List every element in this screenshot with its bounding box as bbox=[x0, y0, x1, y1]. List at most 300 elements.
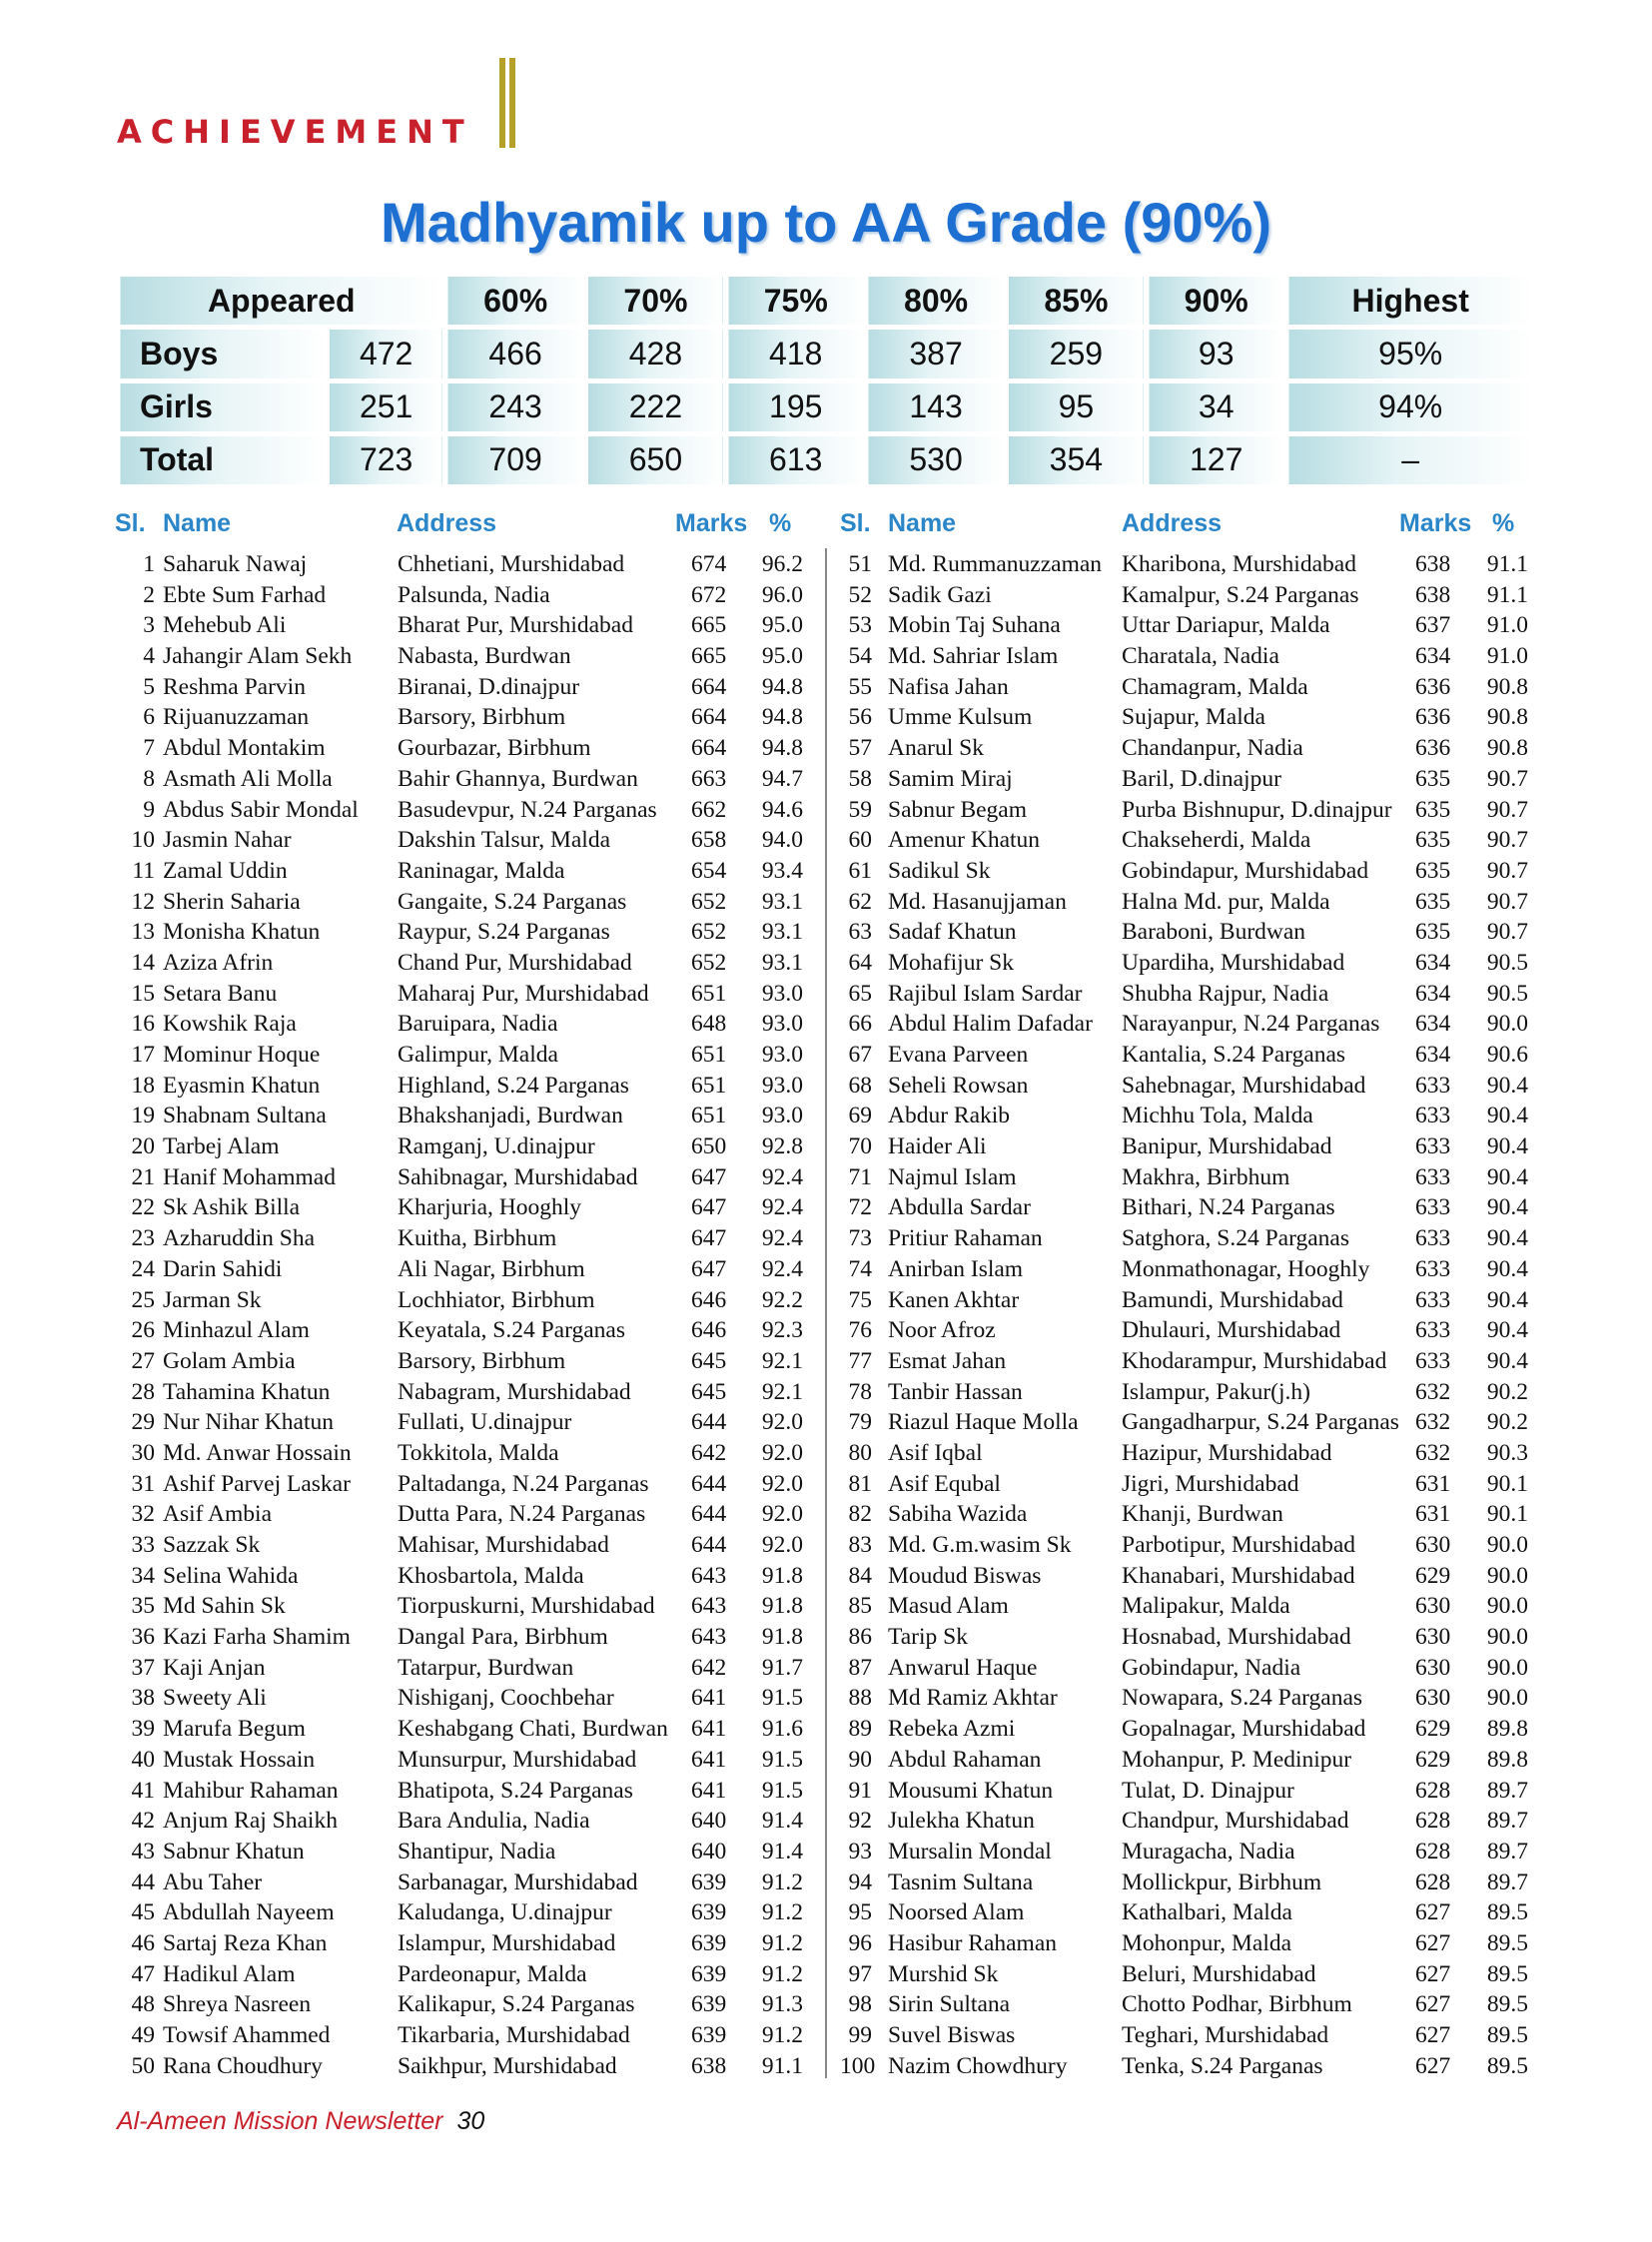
student-address: Beluri, Murshidabad bbox=[1122, 1960, 1316, 1987]
summary-table bbox=[115, 272, 1537, 489]
student-percent: 93.0 bbox=[761, 980, 803, 1007]
student-sl: 91 bbox=[848, 1777, 872, 1804]
student-percent: 90.8 bbox=[1486, 704, 1528, 731]
student-address: Lochhiator, Birbhum bbox=[398, 1286, 595, 1313]
student-address: Dhulauri, Murshidabad bbox=[1122, 1317, 1341, 1344]
list-item bbox=[840, 1314, 1559, 1345]
student-list-left bbox=[115, 548, 834, 2080]
student-marks: 639 bbox=[691, 1991, 727, 2018]
list-item bbox=[115, 1406, 834, 1437]
student-sl: 35 bbox=[131, 1593, 155, 1620]
student-marks: 663 bbox=[691, 765, 727, 792]
student-name: Kowshik Raja bbox=[163, 1011, 297, 1038]
student-name: Noor Afroz bbox=[888, 1317, 996, 1344]
list-header-sl: Sl. bbox=[840, 509, 871, 537]
list-item bbox=[115, 947, 834, 978]
summary-col-header: Appeared bbox=[118, 275, 445, 328]
student-sl: 72 bbox=[848, 1194, 872, 1221]
list-header-marks: Marks bbox=[1399, 509, 1472, 537]
student-sl: 15 bbox=[131, 980, 155, 1007]
student-name: Masud Alam bbox=[888, 1593, 1009, 1620]
student-name: Reshma Parvin bbox=[163, 673, 306, 700]
student-address: Tatarpur, Burdwan bbox=[398, 1654, 574, 1681]
student-percent: 91.2 bbox=[761, 1960, 803, 1987]
student-sl: 61 bbox=[848, 857, 872, 884]
student-name: Hanif Mohammad bbox=[163, 1163, 336, 1190]
student-sl: 33 bbox=[131, 1532, 155, 1558]
student-marks: 635 bbox=[1415, 888, 1451, 915]
student-marks: 634 bbox=[1415, 1042, 1451, 1068]
list-item bbox=[840, 1560, 1559, 1591]
student-sl: 37 bbox=[131, 1654, 155, 1681]
student-address: Bharat Pur, Murshidabad bbox=[398, 612, 633, 639]
student-marks: 627 bbox=[1415, 1991, 1451, 2018]
student-percent: 90.7 bbox=[1486, 857, 1528, 884]
student-sl: 88 bbox=[848, 1685, 872, 1712]
list-item bbox=[840, 1896, 1559, 1927]
student-name: Evana Parveen bbox=[888, 1042, 1029, 1068]
student-sl: 94 bbox=[848, 1868, 872, 1895]
student-name: Tanbir Hassan bbox=[888, 1378, 1023, 1405]
student-name: Md. Rummanuzzaman bbox=[888, 551, 1103, 577]
student-name: Md. G.m.wasim Sk bbox=[888, 1532, 1072, 1558]
student-address: Khodarampur, Murshidabad bbox=[1122, 1347, 1387, 1374]
list-item bbox=[115, 1896, 834, 1927]
student-name: Ebte Sum Farhad bbox=[163, 581, 327, 608]
student-name: Anirban Islam bbox=[888, 1255, 1024, 1282]
student-name: Golam Ambia bbox=[163, 1347, 296, 1374]
student-address: Kathalbari, Malda bbox=[1122, 1899, 1292, 1926]
list-item bbox=[840, 1775, 1559, 1806]
list-item bbox=[840, 1130, 1559, 1161]
student-marks: 635 bbox=[1415, 765, 1451, 792]
student-sl: 49 bbox=[131, 2022, 155, 2048]
student-name: Ashif Parvej Laskar bbox=[163, 1470, 351, 1497]
student-address: Baril, D.dinajpur bbox=[1122, 765, 1281, 792]
student-name: Sartaj Reza Khan bbox=[163, 1929, 328, 1956]
page-number: 30 bbox=[456, 2107, 485, 2135]
student-name: Asmath Ali Molla bbox=[163, 765, 333, 792]
student-sl: 93 bbox=[848, 1838, 872, 1865]
student-marks: 644 bbox=[691, 1501, 727, 1528]
list-item bbox=[115, 1100, 834, 1130]
student-name: Abdul Halim Dafadar bbox=[888, 1011, 1093, 1038]
student-percent: 91.1 bbox=[1486, 551, 1528, 577]
list-item bbox=[115, 824, 834, 855]
student-percent: 93.0 bbox=[761, 1103, 803, 1129]
student-percent: 90.7 bbox=[1486, 796, 1528, 823]
list-item bbox=[840, 1805, 1559, 1836]
student-name: Shabnam Sultana bbox=[163, 1103, 327, 1129]
list-item bbox=[115, 609, 834, 640]
student-percent: 90.7 bbox=[1486, 888, 1528, 915]
student-percent: 91.8 bbox=[761, 1562, 803, 1589]
summary-cell: 387 bbox=[866, 328, 1006, 380]
student-sl: 50 bbox=[131, 2052, 155, 2079]
student-percent: 95.0 bbox=[761, 643, 803, 670]
student-marks: 639 bbox=[691, 2022, 727, 2048]
list-item bbox=[115, 1988, 834, 2019]
student-sl: 67 bbox=[848, 1042, 872, 1068]
student-marks: 627 bbox=[1415, 1960, 1451, 1987]
student-address: Sarbanagar, Murshidabad bbox=[398, 1868, 638, 1895]
student-sl: 16 bbox=[131, 1011, 155, 1038]
student-address: Chakseherdi, Malda bbox=[1122, 827, 1311, 854]
student-sl: 3 bbox=[143, 612, 155, 639]
summary-cell: 143 bbox=[866, 380, 1006, 433]
student-sl: 53 bbox=[848, 612, 872, 639]
student-sl: 40 bbox=[131, 1746, 155, 1773]
student-name: Sweety Ali bbox=[163, 1685, 267, 1712]
student-marks: 627 bbox=[1415, 1929, 1451, 1956]
student-marks: 635 bbox=[1415, 857, 1451, 884]
student-address: Keshabgang Chati, Burdwan bbox=[398, 1716, 668, 1743]
student-marks: 630 bbox=[1415, 1654, 1451, 1681]
list-item bbox=[840, 824, 1559, 855]
list-header-address: Address bbox=[1122, 509, 1223, 537]
column-divider bbox=[825, 548, 827, 2078]
student-address: Kuitha, Birbhum bbox=[398, 1225, 557, 1252]
student-sl: 97 bbox=[848, 1960, 872, 1987]
student-marks: 634 bbox=[1415, 980, 1451, 1007]
student-marks: 634 bbox=[1415, 949, 1451, 976]
student-name: Rebeka Azmi bbox=[888, 1716, 1016, 1743]
student-sl: 42 bbox=[131, 1808, 155, 1835]
list-item bbox=[840, 1652, 1559, 1683]
student-sl: 83 bbox=[848, 1532, 872, 1558]
student-marks: 631 bbox=[1415, 1501, 1451, 1528]
student-percent: 89.8 bbox=[1486, 1746, 1528, 1773]
student-percent: 96.2 bbox=[761, 551, 803, 577]
student-marks: 644 bbox=[691, 1532, 727, 1558]
student-marks: 662 bbox=[691, 796, 727, 823]
student-sl: 17 bbox=[131, 1042, 155, 1068]
student-sl: 57 bbox=[848, 735, 872, 762]
student-percent: 91.0 bbox=[1486, 643, 1528, 670]
student-sl: 56 bbox=[848, 704, 872, 731]
student-marks: 631 bbox=[1415, 1470, 1451, 1497]
student-address: Narayanpur, N.24 Parganas bbox=[1122, 1011, 1380, 1038]
list-item bbox=[840, 732, 1559, 763]
student-address: Chandanpur, Nadia bbox=[1122, 735, 1303, 762]
list-item bbox=[115, 1161, 834, 1192]
student-name: Asif Iqbal bbox=[888, 1439, 983, 1466]
student-name: Abdullah Nayeem bbox=[163, 1899, 335, 1926]
student-sl: 76 bbox=[848, 1317, 872, 1344]
newsletter-name: Al-Ameen Mission Newsletter bbox=[117, 2107, 443, 2135]
list-item bbox=[840, 1867, 1559, 1897]
list-item bbox=[115, 1867, 834, 1897]
student-percent: 91.3 bbox=[761, 1991, 803, 2018]
student-address: Gopalnagar, Murshidabad bbox=[1122, 1716, 1366, 1743]
student-sl: 75 bbox=[848, 1286, 872, 1313]
student-address: Chand Pur, Murshidabad bbox=[398, 949, 632, 976]
student-marks: 652 bbox=[691, 888, 727, 915]
student-percent: 89.5 bbox=[1486, 2022, 1528, 2048]
list-item bbox=[115, 1590, 834, 1621]
list-item bbox=[115, 1498, 834, 1529]
student-address: Mollickpur, Birbhum bbox=[1122, 1868, 1322, 1895]
list-item bbox=[840, 1100, 1559, 1130]
student-address: Mohonpur, Malda bbox=[1122, 1929, 1292, 1956]
student-percent: 92.0 bbox=[761, 1501, 803, 1528]
student-sl: 48 bbox=[131, 1991, 155, 2018]
student-name: Rajibul Islam Sardar bbox=[888, 980, 1083, 1007]
student-sl: 85 bbox=[848, 1593, 872, 1620]
summary-row-boys bbox=[118, 328, 1535, 380]
student-marks: 633 bbox=[1415, 1225, 1451, 1252]
student-sl: 34 bbox=[131, 1562, 155, 1589]
list-item bbox=[840, 1070, 1559, 1101]
list-item bbox=[115, 763, 834, 794]
student-percent: 90.6 bbox=[1486, 1042, 1528, 1068]
student-name: Abdulla Sardar bbox=[888, 1194, 1031, 1221]
student-name: Julekha Khatun bbox=[888, 1808, 1035, 1835]
student-marks: 627 bbox=[1415, 2022, 1451, 2048]
student-marks: 651 bbox=[691, 1042, 727, 1068]
list-item bbox=[115, 1191, 834, 1222]
student-percent: 93.1 bbox=[761, 919, 803, 946]
student-sl: 81 bbox=[848, 1470, 872, 1497]
student-sl: 73 bbox=[848, 1225, 872, 1252]
list-item bbox=[115, 1682, 834, 1713]
student-sl: 80 bbox=[848, 1439, 872, 1466]
list-item bbox=[115, 2019, 834, 2050]
student-name: Umme Kulsum bbox=[888, 704, 1033, 731]
list-item bbox=[115, 855, 834, 886]
student-marks: 630 bbox=[1415, 1593, 1451, 1620]
student-sl: 23 bbox=[131, 1225, 155, 1252]
student-sl: 47 bbox=[131, 1960, 155, 1987]
summary-cell: 93 bbox=[1147, 328, 1286, 380]
list-header-name: Name bbox=[163, 509, 232, 537]
student-address: Shubha Rajpur, Nadia bbox=[1122, 980, 1329, 1007]
list-item bbox=[840, 794, 1559, 825]
list-item bbox=[840, 1744, 1559, 1775]
list-item bbox=[115, 548, 834, 579]
student-sl: 66 bbox=[848, 1011, 872, 1038]
student-name: Kaji Anjan bbox=[163, 1654, 266, 1681]
student-percent: 90.4 bbox=[1486, 1286, 1528, 1313]
student-address: Kamalpur, S.24 Parganas bbox=[1122, 581, 1359, 608]
student-address: Jigri, Murshidabad bbox=[1122, 1470, 1299, 1497]
student-sl: 54 bbox=[848, 643, 872, 670]
student-name: Tasnim Sultana bbox=[888, 1868, 1034, 1895]
list-item bbox=[840, 1345, 1559, 1376]
student-marks: 654 bbox=[691, 857, 727, 884]
student-address: Muragacha, Nadia bbox=[1122, 1838, 1295, 1865]
student-sl: 10 bbox=[131, 827, 155, 854]
summary-row-label: Girls bbox=[118, 380, 328, 433]
summary-cell: 127 bbox=[1147, 433, 1286, 486]
student-percent: 89.5 bbox=[1486, 1929, 1528, 1956]
summary-cell: 530 bbox=[866, 433, 1006, 486]
student-percent: 90.4 bbox=[1486, 1103, 1528, 1129]
student-address: Munsurpur, Murshidabad bbox=[398, 1746, 637, 1773]
summary-col-header: Highest bbox=[1286, 275, 1535, 328]
student-sl: 65 bbox=[848, 980, 872, 1007]
student-address: Michhu Tola, Malda bbox=[1122, 1103, 1313, 1129]
student-address: Monmathonagar, Hooghly bbox=[1122, 1255, 1370, 1282]
student-sl: 63 bbox=[848, 919, 872, 946]
student-sl: 60 bbox=[848, 827, 872, 854]
student-name: Sk Ashik Billa bbox=[163, 1194, 301, 1221]
student-name: Mustak Hossain bbox=[163, 1746, 316, 1773]
student-address: Gobindapur, Nadia bbox=[1122, 1654, 1301, 1681]
student-address: Mahisar, Murshidabad bbox=[398, 1532, 609, 1558]
student-percent: 89.5 bbox=[1486, 2052, 1528, 2079]
student-address: Shantipur, Nadia bbox=[398, 1838, 556, 1865]
student-marks: 629 bbox=[1415, 1716, 1451, 1743]
student-sl: 90 bbox=[848, 1746, 872, 1773]
student-marks: 637 bbox=[1415, 612, 1451, 639]
list-item bbox=[115, 794, 834, 825]
student-address: Kalikapur, S.24 Parganas bbox=[398, 1991, 635, 2018]
student-address: Kharibona, Murshidabad bbox=[1122, 551, 1356, 577]
student-percent: 90.5 bbox=[1486, 949, 1528, 976]
student-marks: 633 bbox=[1415, 1103, 1451, 1129]
summary-cell: 354 bbox=[1006, 433, 1146, 486]
student-marks: 630 bbox=[1415, 1685, 1451, 1712]
student-sl: 95 bbox=[848, 1899, 872, 1926]
student-sl: 96 bbox=[848, 1929, 872, 1956]
student-sl: 6 bbox=[143, 704, 155, 731]
student-address: Gobindapur, Murshidabad bbox=[1122, 857, 1369, 884]
student-sl: 86 bbox=[848, 1624, 872, 1651]
student-marks: 628 bbox=[1415, 1838, 1451, 1865]
student-percent: 89.7 bbox=[1486, 1777, 1528, 1804]
list-item bbox=[115, 1805, 834, 1836]
student-sl: 28 bbox=[131, 1378, 155, 1405]
student-marks: 642 bbox=[691, 1439, 727, 1466]
student-percent: 89.5 bbox=[1486, 1899, 1528, 1926]
student-sl: 98 bbox=[848, 1991, 872, 2018]
list-item bbox=[840, 855, 1559, 886]
list-item bbox=[115, 1039, 834, 1070]
list-item bbox=[840, 1376, 1559, 1407]
list-item bbox=[840, 1590, 1559, 1621]
student-name: Abdur Rakib bbox=[888, 1103, 1011, 1129]
summary-cell: 723 bbox=[327, 433, 445, 486]
student-percent: 90.7 bbox=[1486, 919, 1528, 946]
student-sl: 36 bbox=[131, 1624, 155, 1651]
student-sl: 7 bbox=[143, 735, 155, 762]
student-address: Tiorpuskurni, Murshidabad bbox=[398, 1593, 655, 1620]
student-marks: 632 bbox=[1415, 1409, 1451, 1436]
student-sl: 8 bbox=[143, 765, 155, 792]
student-marks: 651 bbox=[691, 980, 727, 1007]
student-name: Sherin Saharia bbox=[163, 888, 301, 915]
student-marks: 638 bbox=[1415, 581, 1451, 608]
student-address: Gangaite, S.24 Parganas bbox=[398, 888, 627, 915]
student-sl: 5 bbox=[143, 673, 155, 700]
student-name: Sabnur Begam bbox=[888, 796, 1028, 823]
student-marks: 651 bbox=[691, 1072, 727, 1099]
list-header-name: Name bbox=[888, 509, 957, 537]
student-percent: 90.0 bbox=[1486, 1654, 1528, 1681]
student-percent: 90.0 bbox=[1486, 1011, 1528, 1038]
student-address: Sahibnagar, Murshidabad bbox=[398, 1163, 638, 1190]
list-item bbox=[840, 763, 1559, 794]
student-name: Jasmin Nahar bbox=[163, 827, 292, 854]
student-sl: 20 bbox=[131, 1133, 155, 1160]
student-percent: 91.2 bbox=[761, 1899, 803, 1926]
student-name: Mursalin Mondal bbox=[888, 1838, 1052, 1865]
student-percent: 90.4 bbox=[1486, 1072, 1528, 1099]
footer bbox=[117, 2107, 484, 2136]
student-marks: 648 bbox=[691, 1011, 727, 1038]
list-item bbox=[840, 1191, 1559, 1222]
list-item bbox=[840, 886, 1559, 917]
student-percent: 90.0 bbox=[1486, 1562, 1528, 1589]
summary-col-header: 70% bbox=[585, 275, 725, 328]
student-name: Tarip Sk bbox=[888, 1624, 968, 1651]
student-address: Halna Md. pur, Malda bbox=[1122, 888, 1330, 915]
student-sl: 31 bbox=[131, 1470, 155, 1497]
student-sl: 62 bbox=[848, 888, 872, 915]
student-name: Haider Ali bbox=[888, 1133, 987, 1160]
student-name: Kazi Farha Shamim bbox=[163, 1624, 351, 1651]
student-marks: 647 bbox=[691, 1194, 727, 1221]
student-name: Md Ramiz Akhtar bbox=[888, 1685, 1058, 1712]
student-percent: 91.8 bbox=[761, 1593, 803, 1620]
list-item bbox=[840, 671, 1559, 702]
student-address: Hazipur, Murshidabad bbox=[1122, 1439, 1332, 1466]
student-marks: 665 bbox=[691, 612, 727, 639]
student-sl: 14 bbox=[131, 949, 155, 976]
list-item bbox=[840, 1008, 1559, 1039]
student-sl: 74 bbox=[848, 1255, 872, 1282]
student-marks: 639 bbox=[691, 1868, 727, 1895]
student-address: Kharjuria, Hooghly bbox=[398, 1194, 582, 1221]
student-percent: 93.0 bbox=[761, 1011, 803, 1038]
student-marks: 647 bbox=[691, 1225, 727, 1252]
list-item bbox=[840, 1621, 1559, 1652]
student-address: Bamundi, Murshidabad bbox=[1122, 1286, 1343, 1313]
student-name: Md. Hasanujjaman bbox=[888, 888, 1067, 915]
student-percent: 90.4 bbox=[1486, 1317, 1528, 1344]
student-percent: 90.4 bbox=[1486, 1225, 1528, 1252]
student-marks: 664 bbox=[691, 673, 727, 700]
student-sl: 68 bbox=[848, 1072, 872, 1099]
student-address: Galimpur, Malda bbox=[398, 1042, 558, 1068]
student-percent: 90.7 bbox=[1486, 827, 1528, 854]
student-marks: 640 bbox=[691, 1808, 727, 1835]
student-name: Sabiha Wazida bbox=[888, 1501, 1028, 1528]
student-name: Abu Taher bbox=[163, 1868, 263, 1895]
list-item bbox=[840, 1713, 1559, 1744]
student-sl: 2 bbox=[143, 581, 155, 608]
student-marks: 638 bbox=[691, 2052, 727, 2079]
student-name: Tahamina Khatun bbox=[163, 1378, 331, 1405]
list-item bbox=[840, 579, 1559, 610]
student-name: Azharuddin Sha bbox=[163, 1225, 316, 1252]
student-address: Raninagar, Malda bbox=[398, 857, 565, 884]
student-marks: 633 bbox=[1415, 1163, 1451, 1190]
student-marks: 652 bbox=[691, 949, 727, 976]
student-sl: 38 bbox=[131, 1685, 155, 1712]
student-sl: 100 bbox=[840, 2052, 876, 2079]
student-name: Nur Nihar Khatun bbox=[163, 1409, 334, 1436]
student-address: Hosnabad, Murshidabad bbox=[1122, 1624, 1351, 1651]
student-sl: 27 bbox=[131, 1347, 155, 1374]
student-name: Tarbej Alam bbox=[163, 1133, 280, 1160]
student-marks: 630 bbox=[1415, 1624, 1451, 1651]
student-name: Seheli Rowsan bbox=[888, 1072, 1029, 1099]
student-marks: 638 bbox=[1415, 551, 1451, 577]
student-name: Monisha Khatun bbox=[163, 919, 321, 946]
student-percent: 91.2 bbox=[761, 1929, 803, 1956]
